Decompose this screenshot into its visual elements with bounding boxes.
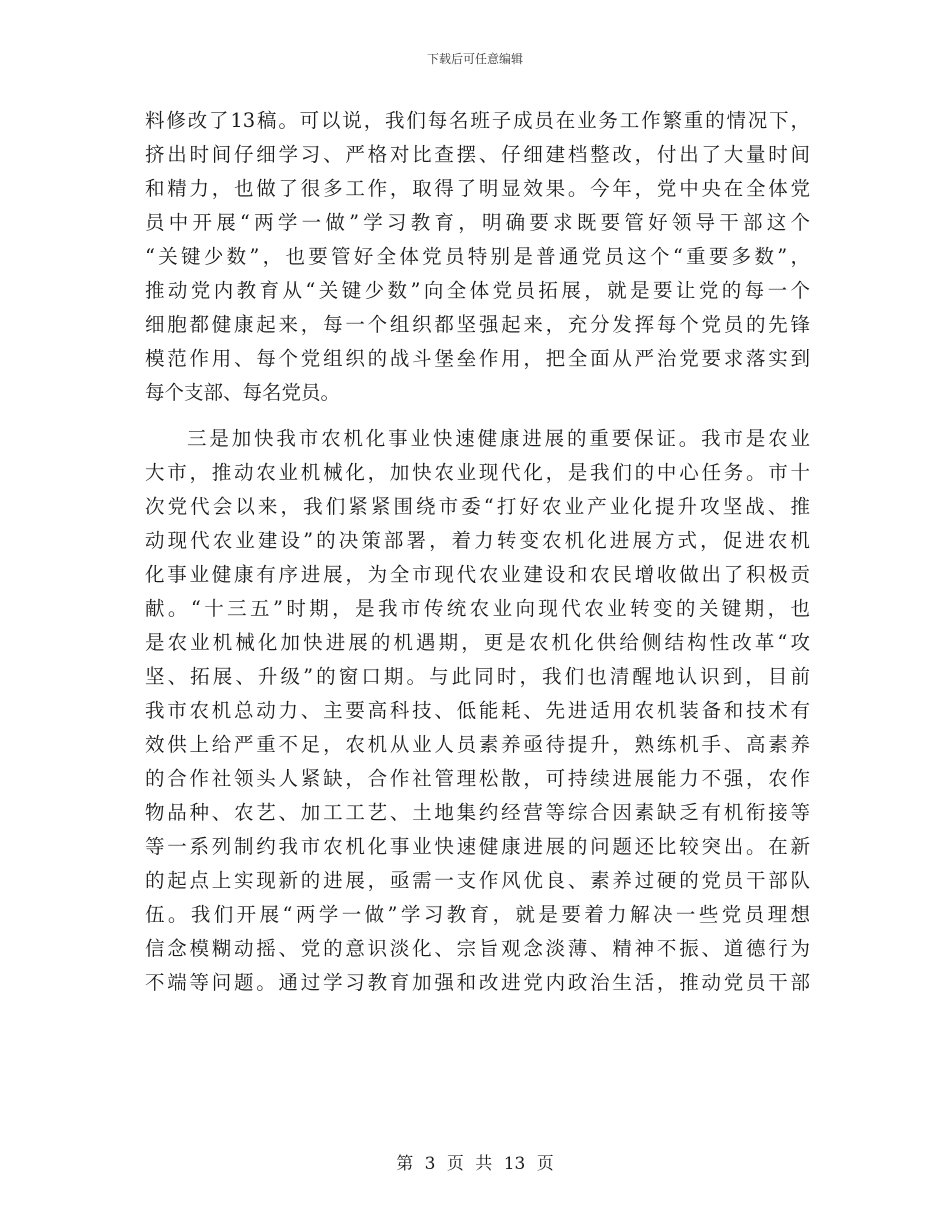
text-line: 伍。我们开展“两学一做”学习教育，就是要着力解决一些党员理想 xyxy=(145,903,810,926)
text-line: 的合作社领头人紧缺，合作社管理松散，可持续进展能力不强，农作 xyxy=(145,767,810,790)
text-line: 献。“十三五”时期，是我市传统农业向现代农业转变的关键期，也 xyxy=(145,597,810,620)
text-line: 的起点上实现新的进展，亟需一支作风优良、素养过硬的党员干部队 xyxy=(145,869,810,892)
page-header: 下载后可任意编辑 xyxy=(426,52,523,66)
text-line: 坚、拓展、升级”的窗口期。与此同时，我们也清醒地认识到，目前 xyxy=(145,665,810,688)
text-line: 等一系列制约我市农机化事业快速健康进展的问题还比较突出。在新 xyxy=(145,835,810,858)
text-line: 动现代农业建设”的决策部署，着力转变农机化进展方式，促进农机 xyxy=(145,529,810,552)
text-line: 次党代会以来，我们紧紧围绕市委“打好农业产业化提升攻坚战、推 xyxy=(145,495,810,518)
text-line: 不端等问题。通过学习教育加强和改进党内政治生活，推动党员干部 xyxy=(145,971,810,994)
text-line: 细胞都健康起来，每一个组织都坚强起来，充分发挥每个党员的先锋 xyxy=(145,313,810,336)
text-line: 员中开展“两学一做”学习教育，明确要求既要管好领导干部这个 xyxy=(145,211,810,234)
text-line: 我市农机总动力、主要高科技、低能耗、先进适用农机装备和技术有 xyxy=(145,699,810,722)
text-line: 化事业健康有序进展，为全市现代农业建设和农民增收做出了积极贡 xyxy=(145,563,810,586)
paragraph-1 xyxy=(145,104,810,410)
page-number-footer: 第 3 页 共 13 页 xyxy=(396,1154,554,1174)
paragraph-2 xyxy=(145,422,810,1000)
text-line: 大市，推动农业机械化，加快农业现代化，是我们的中心任务。市十 xyxy=(145,461,810,484)
text-line: 料修改了13稿。可以说，我们每名班子成员在业务工作繁重的情况下， xyxy=(145,109,810,132)
text-line: 每个支部、每名党员。 xyxy=(145,381,341,404)
document-body xyxy=(145,104,810,1000)
text-line: “关键少数”，也要管好全体党员特别是普通党员这个“重要多数”， xyxy=(145,245,810,268)
text-line: 三是加快我市农机化事业快速健康进展的重要保证。我市是农业 xyxy=(187,427,810,450)
text-line: 信念模糊动摇、党的意识淡化、宗旨观念淡薄、精神不振、道德行为 xyxy=(145,937,810,960)
text-line: 模范作用、每个党组织的战斗堡垒作用，把全面从严治党要求落实到 xyxy=(145,347,810,370)
text-line: 挤出时间仔细学习、严格对比查摆、仔细建档整改，付出了大量时间 xyxy=(145,143,810,166)
text-line: 推动党内教育从“关键少数”向全体党员拓展，就是要让党的每一个 xyxy=(145,279,810,302)
paragraph-gap xyxy=(145,410,810,422)
text-line: 效供上给严重不足，农机从业人员素养亟待提升，熟练机手、高素养 xyxy=(145,733,810,756)
text-line: 物品种、农艺、加工工艺、土地集约经营等综合因素缺乏有机衔接等 xyxy=(145,801,810,824)
text-line: 和精力，也做了很多工作，取得了明显效果。今年，党中央在全体党 xyxy=(145,177,810,200)
text-line: 是农业机械化加快进展的机遇期，更是农机化供给侧结构性改革“攻 xyxy=(145,631,810,654)
